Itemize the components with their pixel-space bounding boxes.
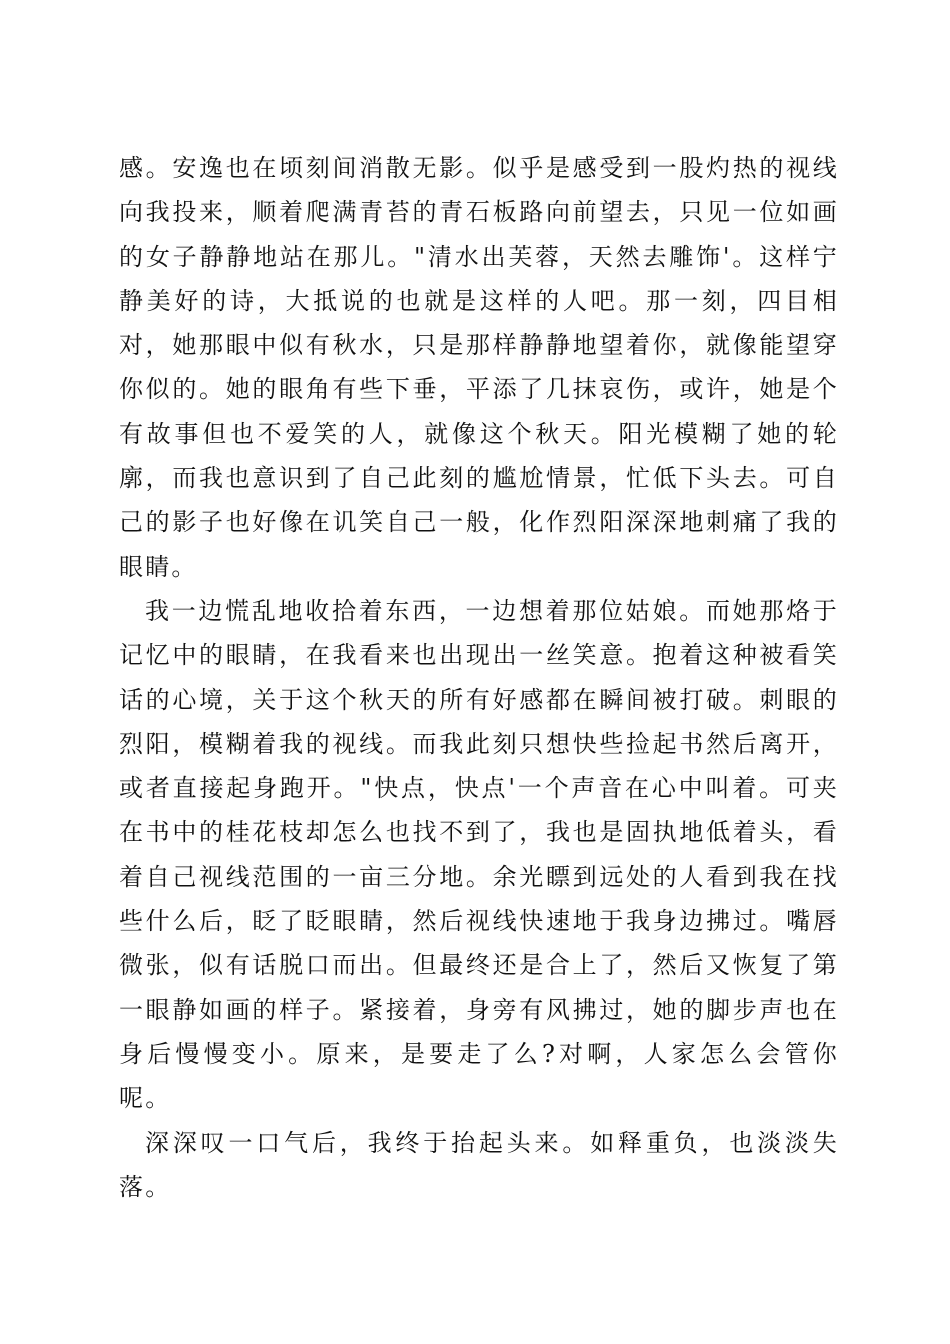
- paragraph-1: 感。安逸也在顷刻间消散无影。似乎是感受到一股灼热的视线向我投来，顺着爬满青苔的青石板路向前望去，只见一位如画的女子静静地站在那儿。"清水出芙蓉，天然去雕饰'。这样宁静美好的诗，大抵说的也就是这样的人吧。那一刻，四目相对，她那眼中似有秋水，只是那样静静地望着你，就像能望穿你似的。她的眼角有些下垂，平添了几抹哀伤，或许，她是个有故事但也不爱笑的人，就像这个秋天。阳光模糊了她的轮廓，而我也意识到了自己此刻的尴尬情景，忙低下头去。可自己的影子也好像在讥笑自己一般，化作烈阳深深地刺痛了我的眼睛。: [119, 154, 839, 581]
- paragraph-2: 我一边慌乱地收拾着东西，一边想着那位姑娘。而她那烙于记忆中的眼睛，在我看来也出现出一丝笑意。抱着这种被看笑话的心境，关于这个秋天的所有好感都在瞬间被打破。刺眼的烈阳，模糊着我的视线。而我此刻只想快些捡起书然后离开，或者直接起身跑开。"快点，快点'一个声音在心中叫着。可夹在书中的桂花枝却怎么也找不到了，我也是固执地低着头，看着自己视线范围的一亩三分地。余光瞟到远处的人看到我在找些什么后，眨了眨眼睛，然后视线快速地于我身边拂过。嘴唇微张，似有话脱口而出。但最终还是合上了，然后又恢复了第一眼静如画的样子。紧接着，身旁有风拂过，她的脚步声也在身后慢慢变小。原来，是要走了么?对啊，人家怎么会管你呢。: [119, 596, 839, 1113]
- body-text: [119, 146, 839, 1209]
- paragraph-3: 深深叹一口气后，我终于抬起头来。如释重负，也淡淡失落。: [119, 1128, 839, 1201]
